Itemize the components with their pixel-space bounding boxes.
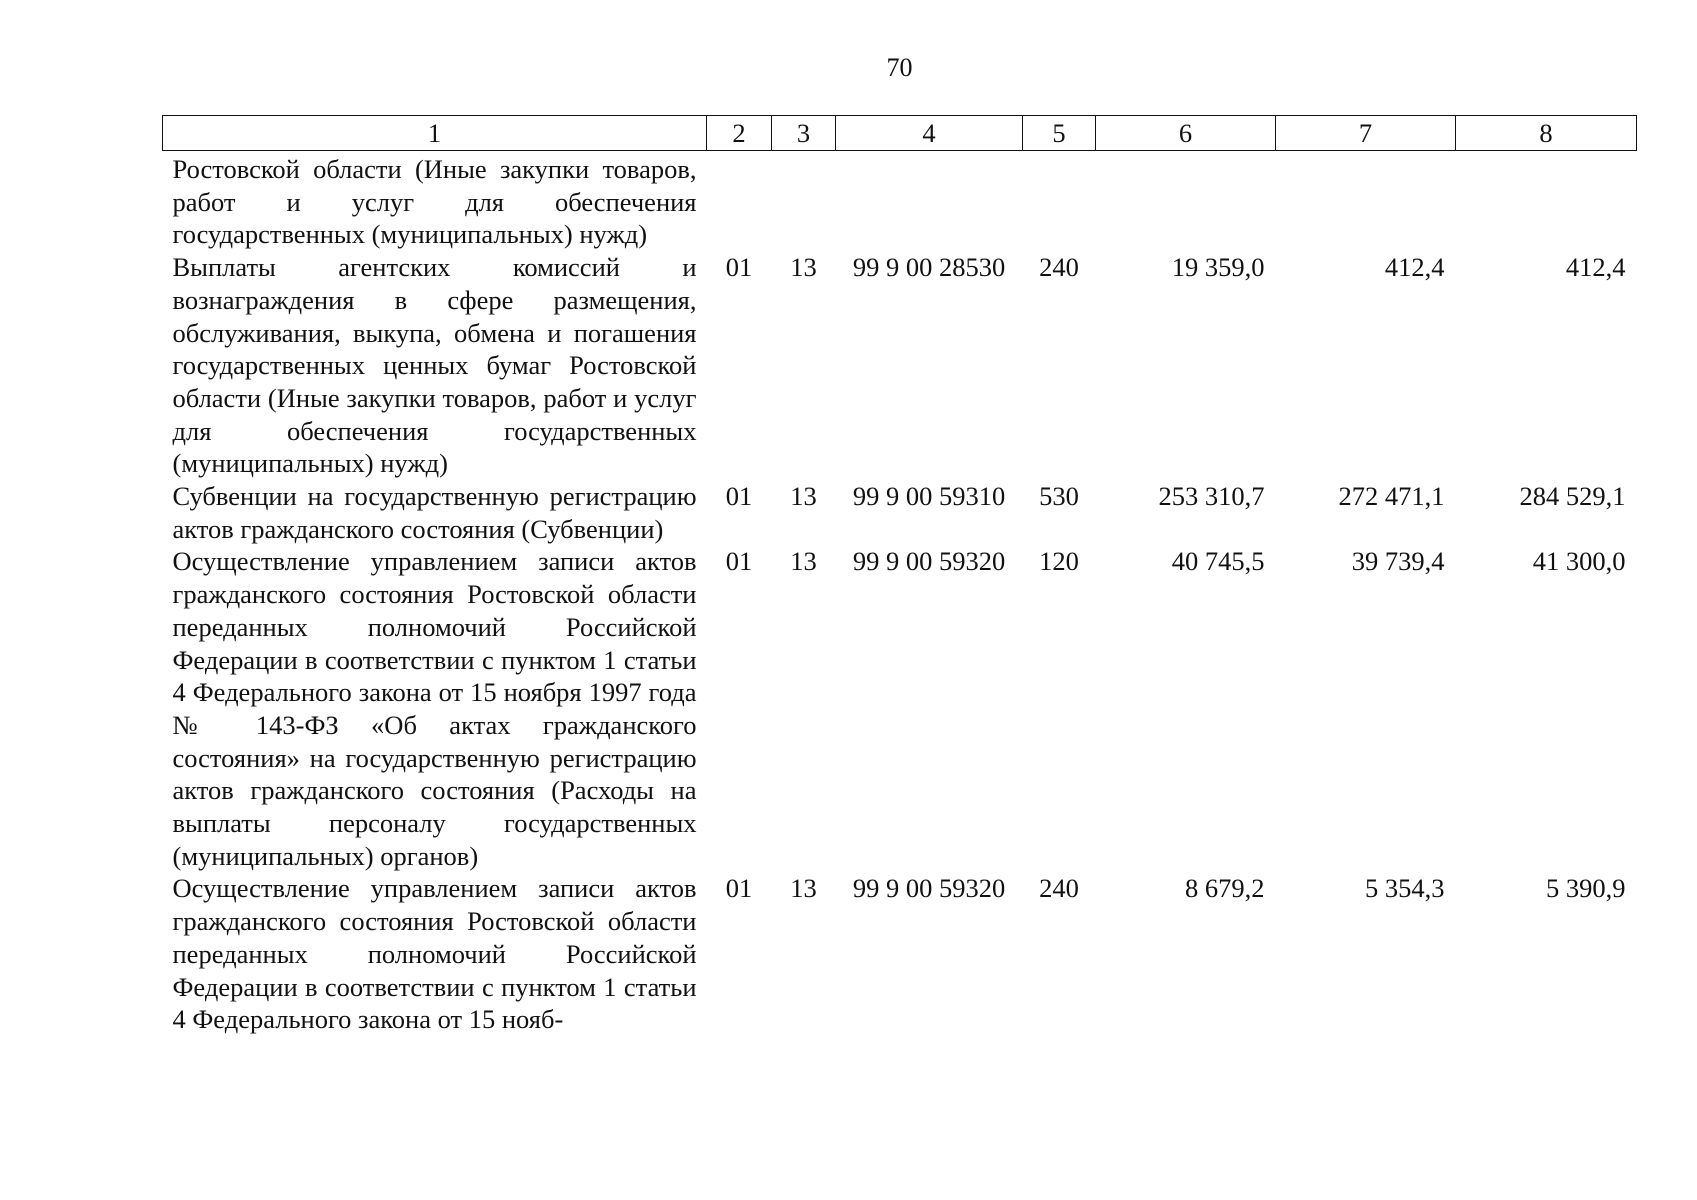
column-header: 2	[707, 116, 772, 151]
target-article-code: 99 9 00 59310	[852, 481, 1006, 512]
table-row	[163, 251, 1637, 480]
column-header: 3	[772, 116, 836, 151]
section-code: 01	[725, 252, 753, 283]
subsection-code: 13	[790, 481, 817, 512]
amount-col-8	[1456, 151, 1637, 252]
column-header: 5	[1023, 116, 1096, 151]
column-header: 1	[163, 116, 707, 151]
section-code	[707, 151, 772, 252]
target-article-code: 99 9 00 59320	[852, 873, 1006, 904]
amount-col-8: 284 529,1	[1519, 481, 1626, 512]
table-row	[163, 872, 1637, 1036]
expense-type-code: 240	[1039, 252, 1079, 283]
amount-col-7: 272 471,1	[1338, 481, 1445, 512]
amount-col-6: 8 679,2	[1185, 873, 1265, 904]
column-header: 4	[836, 116, 1023, 151]
expense-type-code: 530	[1039, 481, 1079, 512]
subsection-code: 13	[790, 546, 817, 577]
amount-col-8: 5 390,9	[1546, 873, 1626, 904]
amount-col-7: 5 354,3	[1365, 873, 1445, 904]
row-description: Выплаты агентских комиссий и вознаграждения в сфере размещения, обслуживания, выкупа, обмена и погашения государственных ценных бумаг Ростовской области (Иные закупки товаров, работ и услуг для обеспечения государственных (муниципальных) нужд)	[172, 252, 697, 479]
table-row	[163, 151, 1637, 252]
target-article-code: 99 9 00 59320	[852, 546, 1006, 577]
expense-type-code: 120	[1039, 546, 1079, 577]
subsection-code: 13	[790, 252, 817, 283]
column-header: 6	[1096, 116, 1276, 151]
row-description: Ростовской области (Иные закупки товаров, работ и услуг для обеспечения государственных (муниципальных) нужд)	[172, 154, 697, 250]
row-description: Осуществление управлением записи актов гражданского состояния Ростовской области переданных полномочий Российской Федерации в соответствии с пунктом 1 статьи 4 Федерального закона от 15 ноября 1997 года № 143-ФЗ «Об актах гражданского состояния» на государственную регистрацию актов гражданского состояния (Расходы на выплаты персоналу государственных (муниципальных) органов)	[172, 546, 697, 871]
subsection-code	[772, 151, 836, 252]
amount-col-7: 412,4	[1384, 252, 1445, 283]
page-number: 70	[886, 53, 913, 82]
amount-col-8: 412,4	[1565, 252, 1626, 283]
budget-table	[162, 115, 1637, 1036]
expense-type-code	[1023, 151, 1096, 252]
table-row	[163, 545, 1637, 872]
amount-col-8: 41 300,0	[1532, 546, 1626, 577]
table-row	[163, 480, 1637, 545]
column-number-header	[163, 116, 1637, 151]
amount-col-6	[1096, 151, 1276, 252]
expense-type-code: 240	[1039, 873, 1079, 904]
section-code: 01	[725, 481, 753, 512]
row-description: Осуществление управлением записи актов гражданского состояния Ростовской области переданных полномочий Российской Федерации в соответствии с пунктом 1 статьи 4 Федерального закона от 15 нояб-	[172, 873, 697, 1035]
amount-col-6: 253 310,7	[1158, 481, 1265, 512]
section-code: 01	[725, 873, 753, 904]
amount-col-6: 19 359,0	[1171, 252, 1265, 283]
target-article-code: 99 9 00 28530	[852, 252, 1006, 283]
amount-col-6: 40 745,5	[1171, 546, 1265, 577]
column-header: 7	[1276, 116, 1456, 151]
section-code: 01	[725, 546, 753, 577]
amount-col-7	[1276, 151, 1456, 252]
target-article-code	[836, 151, 1023, 252]
column-header: 8	[1456, 116, 1637, 151]
amount-col-7: 39 739,4	[1351, 546, 1445, 577]
row-description: Субвенции на государственную регистрацию актов гражданского состояния (Субвенции)	[172, 481, 697, 544]
subsection-code: 13	[790, 873, 817, 904]
